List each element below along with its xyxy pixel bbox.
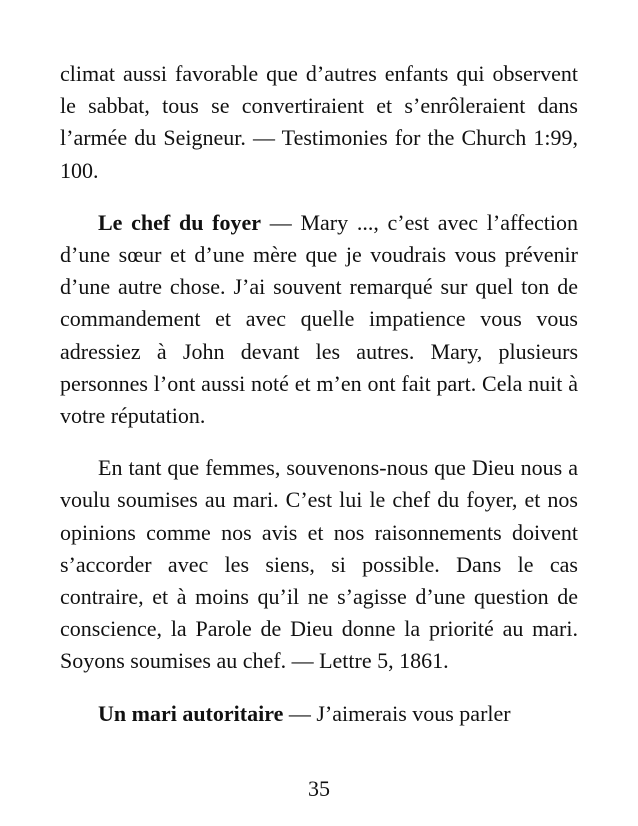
- paragraph-en-tant-que-femmes: [60, 452, 578, 677]
- paragraph-text: En tant que femmes, souvenons-nous que Dieu nous a voulu soumises au mari. C’est lui le chef du foyer, et nos opinions comme nos avis et nos raisonnements doivent s’accorder avec les siens, si possible. Dans le cas contraire, et à moins qu’il ne s’agisse d’une question de conscience, la Parole de Dieu donne la priorité au mari. Soyons soumises au chef. — Lettre 5, 1861.: [60, 455, 578, 674]
- paragraph-le-chef-du-foyer: [60, 207, 578, 432]
- paragraph-continuation: [60, 58, 578, 187]
- paragraph-text: — J’aimerais vous parler: [283, 700, 511, 726]
- section-heading: Le chef du foyer: [98, 209, 262, 235]
- paragraph-text: climat aussi favorable que d’autres enfants qui observent le sabbat, tous se convertiraient et s’enrôleraient dans l’armée du Seigneur. — Testimonies for the Church 1:99, 100.: [60, 61, 578, 183]
- paragraph-un-mari-autoritaire: [60, 698, 578, 730]
- paragraph-text: — Mary ..., c’est avec l’affection d’une sœur et d’une mère que je voudrais vous prévenir d’une autre chose. J’ai souvent remarqué sur quel ton de commandement et avec quelle impatience vous vous adressiez à John devant les autres. Mary, plusieurs personnes l’ont aussi noté et m’en ont fait part. Cela nuit à votre réputation.: [60, 209, 579, 429]
- section-heading: Un mari autoritaire: [98, 700, 284, 726]
- page-body: [60, 58, 578, 730]
- page-number: 35: [308, 776, 330, 801]
